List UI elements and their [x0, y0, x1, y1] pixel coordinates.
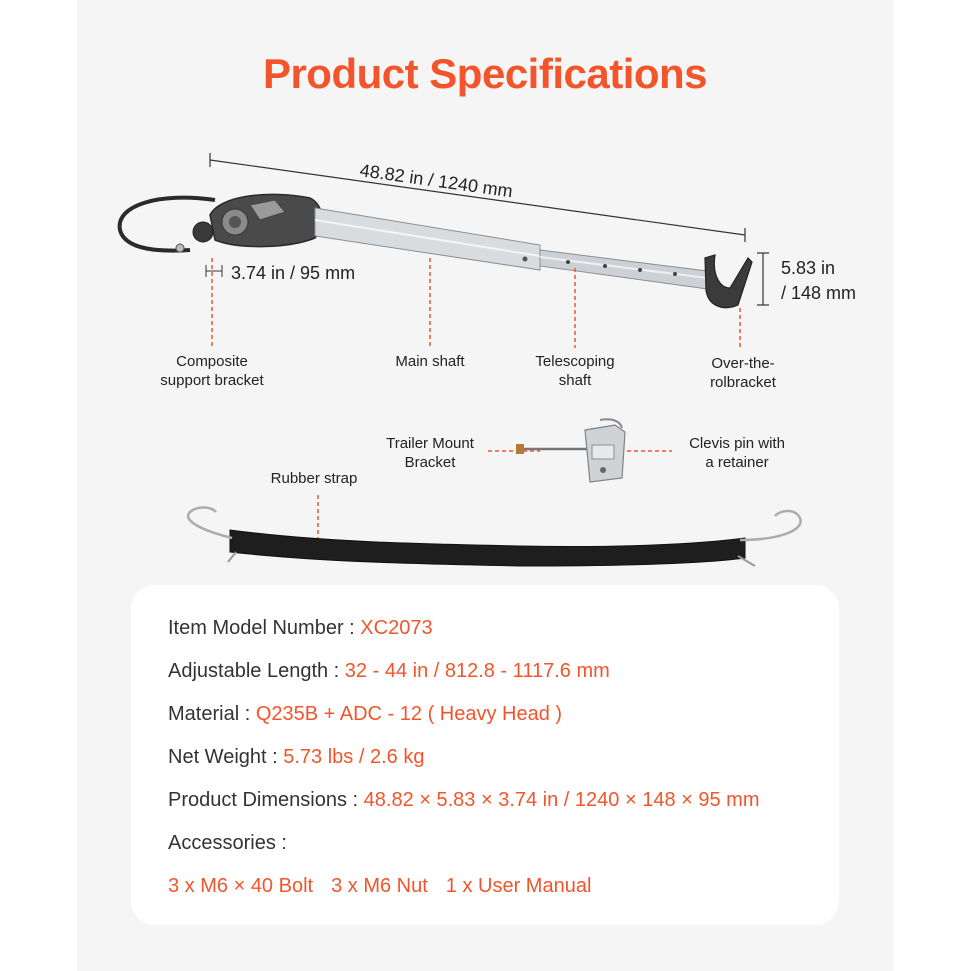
accessory-item: 3 x M6 × 40 Bolt [168, 875, 314, 897]
spec-adjustable-length: Adjustable Length : 32 - 44 in / 812.8 - 1117.6 mm [168, 660, 610, 682]
accessory-item: 1 x User Manual [445, 875, 592, 897]
accessory-item: 3 x M6 Nut [331, 875, 428, 897]
page-title: Product Specifications [262, 50, 708, 97]
length-dimension-text: 48.82 in / 1240 mm [358, 160, 514, 202]
height-dimension-text-line2: / 148 mm [781, 283, 857, 303]
spec-accessories-list [168, 873, 609, 899]
rubber-strap [188, 507, 801, 566]
depth-dimension-line [206, 265, 222, 277]
telescoping-shaft-bar [540, 250, 715, 290]
spec-product-dimensions: Product Dimensions : 48.82 × 5.83 × 3.74 in / 1240 × 148 × 95 mm [168, 789, 760, 811]
label-composite-support-bracket: Composite support bracket [160, 353, 264, 389]
height-dimension-line [757, 253, 769, 305]
height-dimension-text-line1: 5.83 in [781, 258, 836, 278]
label-telescoping-shaft: Telescoping shaft [535, 353, 615, 389]
label-clevis-pin: Clevis pin with a retainer [689, 435, 785, 471]
label-over-the-roll-bracket: Over-the- rolbracket [710, 355, 776, 391]
spec-material: Material : Q235B + ADC - 12 ( Heavy Head ) [168, 703, 563, 725]
label-trailer-mount-bracket: Trailer Mount Bracket [386, 435, 474, 471]
spec-net-weight: Net Weight : 5.73 lbs / 2.6 kg [168, 746, 425, 768]
label-rubber-strap: Rubber strap [270, 470, 358, 487]
spec-model-number: Item Model Number : XC2073 [168, 617, 433, 639]
composite-support-bracket [193, 194, 322, 246]
over-the-roll-bracket [705, 255, 752, 308]
depth-dimension-text: 3.74 in / 95 mm [231, 263, 356, 283]
label-main-shaft: Main shaft [395, 353, 465, 370]
leader-lines [212, 258, 740, 540]
spec-accessories-label: Accessories : [168, 832, 287, 854]
